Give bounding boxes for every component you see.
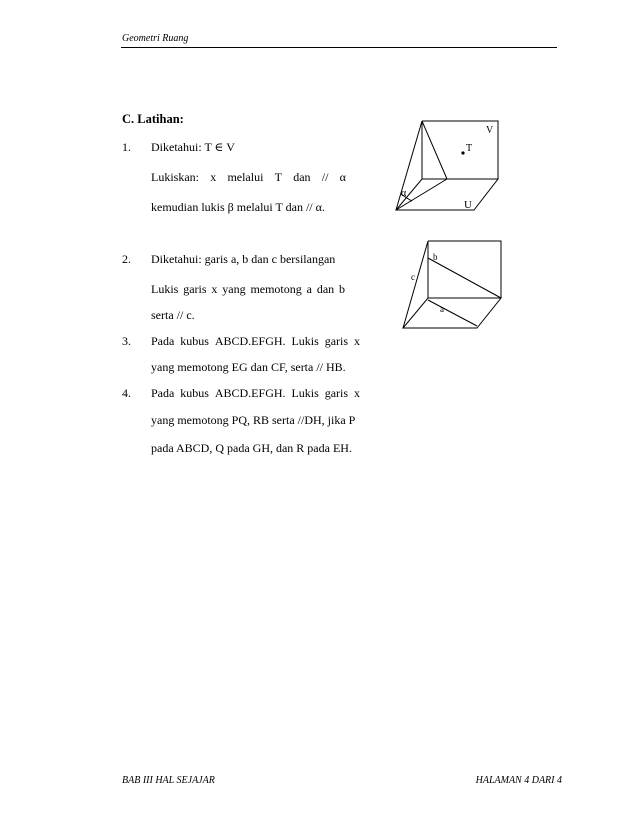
word: x xyxy=(210,170,217,184)
header-title: Geometri Ruang xyxy=(122,33,189,44)
word: yang xyxy=(222,282,246,296)
exercise-line: serta // c. xyxy=(151,308,195,322)
word: ABCD.EFGH. xyxy=(214,386,286,400)
word: kubus xyxy=(180,386,209,400)
exercise-line: yang memotong PQ, RB serta //DH, jika P xyxy=(151,413,356,427)
label-alpha: α xyxy=(401,188,407,199)
exercise-line: kemudian lukis β melalui T dan // α. xyxy=(151,200,325,214)
plane-u-outline xyxy=(396,179,498,210)
word: x xyxy=(353,334,360,348)
exercise-line: Diketahui: T ∈ V xyxy=(151,140,235,154)
word: T xyxy=(274,170,282,184)
exercise-number: 1. xyxy=(122,140,131,154)
word: b xyxy=(339,282,345,296)
exercise-number: 4. xyxy=(122,386,131,400)
line-a xyxy=(428,300,477,326)
label-b: b xyxy=(433,252,438,262)
word: a xyxy=(306,282,312,296)
word: garis xyxy=(324,386,349,400)
label-a: a xyxy=(440,304,444,314)
line-b xyxy=(428,258,501,298)
label-u: U xyxy=(464,199,472,211)
alpha-edge xyxy=(422,121,447,179)
footer-chapter: BAB III HAL SEJAJAR xyxy=(122,775,215,786)
word: melalui xyxy=(227,170,264,184)
word: Pada xyxy=(151,386,175,400)
label-c: c xyxy=(411,272,415,282)
label-v: V xyxy=(486,125,494,136)
word: kubus xyxy=(180,334,209,348)
exercise-line: pada ABCD, Q pada GH, dan R pada EH. xyxy=(151,441,352,455)
word: Lukis xyxy=(291,334,319,348)
word: memotong xyxy=(250,282,302,296)
word: dan xyxy=(293,170,311,184)
section-title: C. Latihan: xyxy=(122,112,184,126)
word: α xyxy=(339,170,346,184)
word: Lukiskan: xyxy=(151,170,199,184)
word: // xyxy=(321,170,329,184)
word: ABCD.EFGH. xyxy=(214,334,286,348)
exercise-number: 3. xyxy=(122,334,131,348)
label-t: T xyxy=(466,143,473,154)
exercise-number: 2. xyxy=(122,252,131,266)
footer-page-number: HALAMAN 4 DARI 4 xyxy=(475,775,562,786)
word: x xyxy=(211,282,218,296)
exercise-line: Diketahui: garis a, b dan c bersilangan xyxy=(151,252,336,266)
word: dan xyxy=(316,282,335,296)
word: Lukis xyxy=(291,386,319,400)
line-c xyxy=(403,241,428,328)
word: Lukis xyxy=(151,282,179,296)
word: garis xyxy=(183,282,207,296)
exercise-line: yang memotong EG dan CF, serta // HB. xyxy=(151,360,346,374)
word: x xyxy=(353,386,360,400)
box-edge xyxy=(428,241,501,298)
point-t-dot xyxy=(461,151,464,154)
word: garis xyxy=(324,334,349,348)
word: Pada xyxy=(151,334,175,348)
